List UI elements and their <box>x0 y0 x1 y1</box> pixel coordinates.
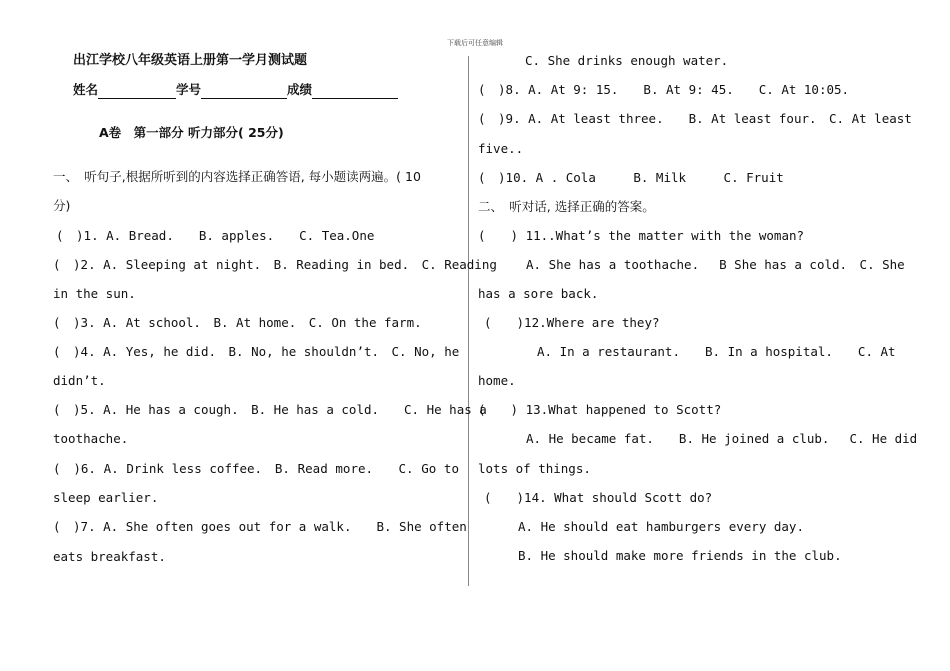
question-5: ( )5. A. He has a cough. B. He has a cold. C. He has a <box>53 402 487 417</box>
question-6: ( )6. A. Drink less coffee. B. Read more. C. Go to <box>53 461 459 476</box>
question-14-option-a: A. He should eat hamburgers every day. <box>518 519 804 534</box>
question-9-cont: five.. <box>478 141 524 156</box>
part1-instruction: 一、 听句子,根据所听到的内容选择正确答语, 每小题读两遍。( 10 <box>53 169 421 184</box>
number-blank[interactable] <box>201 85 287 99</box>
question-4: ( )4. A. Yes, he did. B. No, he shouldn’t. C. No, he <box>53 344 460 359</box>
question-11-options-cont: has a sore back. <box>478 286 599 301</box>
question-13-options-cont: lots of things. <box>478 461 591 476</box>
question-2: ( )2. A. Sleeping at night. B. Reading in bed. C. Reading <box>53 257 497 272</box>
question-3: ( )3. A. At school. B. At home. C. On the farm. <box>53 315 422 330</box>
question-14: ( )14. What should Scott do? <box>484 490 713 505</box>
question-2-cont: in the sun. <box>53 286 136 301</box>
question-7: ( )7. A. She often goes out for a walk. B. She often <box>53 519 467 534</box>
question-1: ( )1. A. Bread. B. apples. C. Tea.One <box>56 228 375 243</box>
question-5-cont: toothache. <box>53 431 129 446</box>
name-label: 姓名 <box>73 82 99 97</box>
question-7-option-c: C. She drinks enough water. <box>525 53 729 68</box>
question-13-options: A. He became fat. B. He joined a club. C. He did <box>526 431 918 446</box>
question-4-cont: didn’t. <box>53 373 106 388</box>
question-13: ( ) 13.What happened to Scott? <box>478 402 722 417</box>
question-12-options: A. In a restaurant. B. In a hospital. C. At <box>537 344 896 359</box>
section-a-heading: A卷 第一部分 听力部分( 25分) <box>99 125 284 140</box>
question-12-options-cont: home. <box>478 373 516 388</box>
question-7-cont: eats breakfast. <box>53 549 166 564</box>
question-10: ( )10. A . Cola B. Milk C. Fruit <box>478 170 784 185</box>
header-note: 下载后可任意编辑 <box>447 39 503 47</box>
score-blank[interactable] <box>312 85 398 99</box>
part2-instruction: 二、 听对话, 选择正确的答案。 <box>478 199 655 214</box>
student-info-row <box>53 81 459 99</box>
question-6-cont: sleep earlier. <box>53 490 159 505</box>
number-label: 学号 <box>176 82 202 97</box>
question-8: ( )8. A. At 9: 15. B. At 9: 45. C. At 10:05. <box>478 82 850 97</box>
question-9: ( )9. A. At least three. B. At least four. C. At least <box>478 111 912 126</box>
question-14-option-b: B. He should make more friends in the club. <box>518 548 842 563</box>
part1-instruction-cont: 分) <box>53 198 71 213</box>
score-label: 成绩 <box>287 82 313 97</box>
question-12: ( )12.Where are they? <box>484 315 660 330</box>
question-11: ( ) 11..What’s the matter with the woman? <box>478 228 805 243</box>
column-divider <box>468 56 469 586</box>
question-11-options: A. She has a toothache. B She has a cold. C. She <box>526 257 905 272</box>
name-blank[interactable] <box>98 85 176 99</box>
exam-title: 出江学校八年级英语上册第一学月测试题 <box>73 53 308 68</box>
